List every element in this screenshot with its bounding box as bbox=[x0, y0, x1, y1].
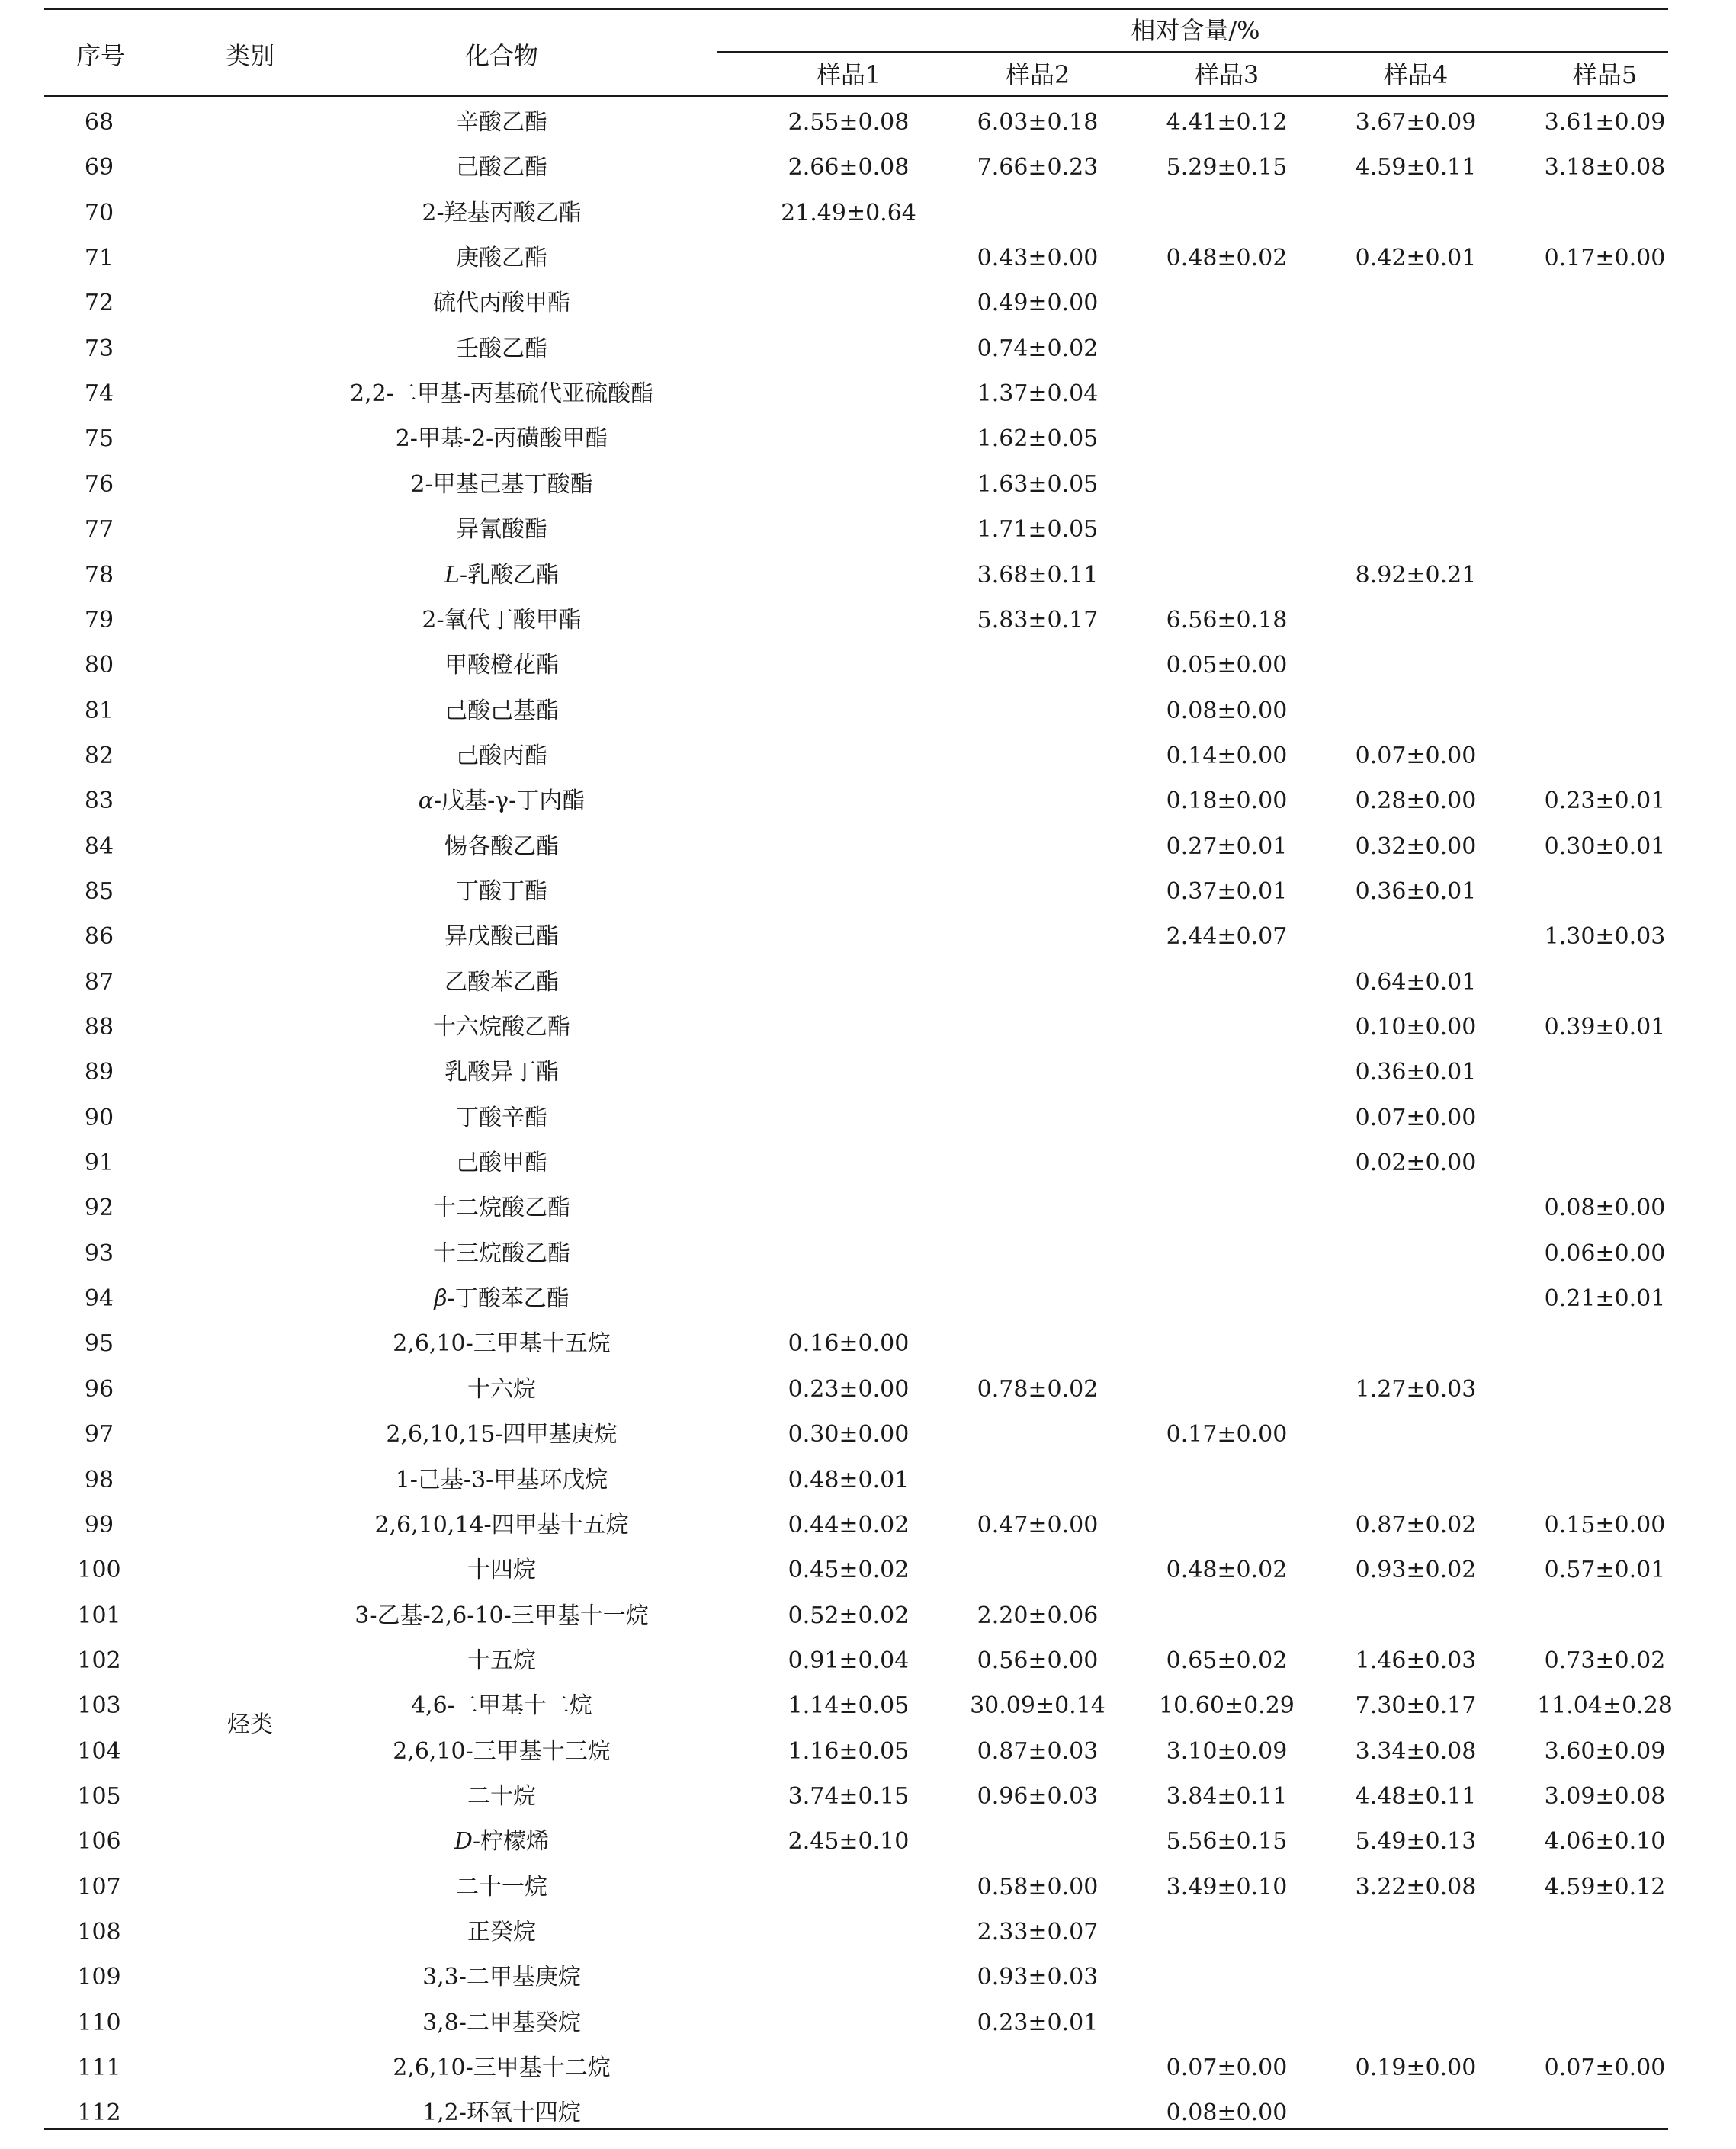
compound-name bbox=[349, 328, 654, 370]
sample-2-value: 0.96±0.03 bbox=[977, 1783, 1099, 1810]
compound-name-text: 十四烷 bbox=[467, 1557, 536, 1583]
compound-name-text: 3-乙基-2,6-10-三甲基十一烷 bbox=[355, 1602, 649, 1629]
row-number: 85 bbox=[84, 878, 114, 905]
sample-2-value: 1.63±0.05 bbox=[977, 471, 1099, 498]
row-number: 96 bbox=[84, 1376, 114, 1403]
sample-1-value: 2.45±0.10 bbox=[788, 1828, 910, 1855]
compound-name-text: 2-氧代丁酸甲酯 bbox=[422, 607, 582, 633]
compound-name bbox=[349, 1504, 654, 1547]
compound-name-text: 4,6-二甲基十二烷 bbox=[411, 1692, 592, 1719]
row-number: 100 bbox=[77, 1557, 121, 1583]
compound-name bbox=[349, 780, 654, 823]
compound-name bbox=[349, 1323, 654, 1365]
row-number: 93 bbox=[84, 1240, 114, 1267]
sample-2-value: 0.78±0.02 bbox=[977, 1376, 1099, 1403]
compound-name bbox=[349, 1595, 654, 1637]
sample-4-value: 0.19±0.00 bbox=[1355, 2054, 1477, 2081]
sample-1-value: 0.52±0.02 bbox=[788, 1602, 910, 1629]
sample-2-value: 1.71±0.05 bbox=[977, 516, 1099, 543]
sample-5-value: 0.39±0.01 bbox=[1544, 1014, 1666, 1041]
sample-2-value: 0.93±0.03 bbox=[977, 1964, 1099, 1990]
row-number: 107 bbox=[77, 1874, 121, 1900]
header-sample-4: 样品4 bbox=[1383, 60, 1449, 89]
sample-3-value: 0.48±0.02 bbox=[1166, 1557, 1288, 1583]
compound-name-text: 3,3-二甲基庚烷 bbox=[422, 1964, 581, 1990]
sample-3-value: 0.48±0.02 bbox=[1166, 245, 1288, 271]
compound-name-text: 2,6,10,15-四甲基庚烷 bbox=[386, 1421, 618, 1448]
sample-5-value: 0.08±0.00 bbox=[1544, 1195, 1666, 1221]
compound-name-text: 己酸乙酯 bbox=[456, 154, 547, 181]
sample-3-value: 0.18±0.00 bbox=[1166, 787, 1288, 814]
row-number: 83 bbox=[84, 787, 114, 814]
compound-name-text: 乙酸苯乙酯 bbox=[444, 969, 559, 996]
row-number: 109 bbox=[77, 1964, 121, 1990]
sample-1-value: 0.91±0.04 bbox=[788, 1647, 910, 1674]
row-number: 71 bbox=[84, 245, 114, 271]
sample-5-value: 4.06±0.10 bbox=[1544, 1828, 1666, 1855]
sample-2-value: 7.66±0.23 bbox=[977, 154, 1099, 181]
sample-1-value: 0.48±0.01 bbox=[788, 1467, 910, 1493]
compound-name-text: 己酸丙酯 bbox=[456, 743, 547, 769]
compound-name-text: 丁酸丁酯 bbox=[456, 878, 547, 905]
sample-1-value: 0.45±0.02 bbox=[788, 1557, 910, 1583]
sample-4-value: 7.30±0.17 bbox=[1355, 1692, 1477, 1719]
compound-name bbox=[349, 101, 654, 144]
row-number: 80 bbox=[84, 652, 114, 678]
row-number: 82 bbox=[84, 743, 114, 769]
header-relative-content: 相对含量/% bbox=[1131, 16, 1260, 45]
header-sample-2: 样品2 bbox=[1005, 60, 1070, 89]
compound-stereo-prefix: L bbox=[444, 562, 460, 589]
compound-name-text: 2,6,10-三甲基十五烷 bbox=[393, 1330, 611, 1357]
sample-5-value: 0.21±0.01 bbox=[1544, 1285, 1666, 1312]
sample-4-value: 4.59±0.11 bbox=[1355, 154, 1477, 181]
compound-stereo-prefix: D bbox=[454, 1828, 473, 1855]
compound-name bbox=[349, 1006, 654, 1049]
sample-3-value: 3.49±0.10 bbox=[1166, 1874, 1288, 1900]
sample-4-value: 0.32±0.00 bbox=[1355, 833, 1477, 860]
sample-2-value: 3.68±0.11 bbox=[977, 562, 1099, 589]
row-number: 87 bbox=[84, 969, 114, 996]
row-number: 99 bbox=[84, 1512, 114, 1538]
row-number: 104 bbox=[77, 1738, 121, 1765]
compound-name bbox=[349, 1051, 654, 1094]
compound-name-text: -丁酸苯乙酯 bbox=[447, 1285, 570, 1312]
sample-1-value: 1.16±0.05 bbox=[788, 1738, 910, 1765]
sample-4-value: 4.48±0.11 bbox=[1355, 1783, 1477, 1810]
compound-name bbox=[349, 418, 654, 460]
sample-1-value: 0.23±0.00 bbox=[788, 1376, 910, 1403]
compound-name-text: 2-甲基-2-丙磺酸甲酯 bbox=[395, 425, 608, 452]
sample-2-value: 5.83±0.17 bbox=[977, 607, 1099, 633]
row-number: 79 bbox=[84, 607, 114, 633]
row-number: 106 bbox=[77, 1828, 121, 1855]
row-number: 89 bbox=[84, 1059, 114, 1086]
row-number: 90 bbox=[84, 1105, 114, 1131]
row-number: 94 bbox=[84, 1285, 114, 1312]
sample-5-value: 0.30±0.01 bbox=[1544, 833, 1666, 860]
sample-3-value: 0.08±0.00 bbox=[1166, 2099, 1288, 2126]
compound-name-text: 2,6,10,14-四甲基十五烷 bbox=[374, 1512, 629, 1538]
row-number: 74 bbox=[84, 380, 114, 407]
sample-4-value: 0.36±0.01 bbox=[1355, 878, 1477, 905]
sample-4-value: 0.10±0.00 bbox=[1355, 1014, 1477, 1041]
compound-name bbox=[349, 1233, 654, 1275]
sample-3-value: 3.84±0.11 bbox=[1166, 1783, 1288, 1810]
row-number: 73 bbox=[84, 335, 114, 362]
sample-2-value: 0.49±0.00 bbox=[977, 290, 1099, 316]
row-number: 88 bbox=[84, 1014, 114, 1041]
sample-5-value: 4.59±0.12 bbox=[1544, 1874, 1666, 1900]
compound-name-text: 正癸烷 bbox=[467, 1919, 536, 1945]
sample-3-value: 0.08±0.00 bbox=[1166, 698, 1288, 724]
sample-2-value: 0.74±0.02 bbox=[977, 335, 1099, 362]
compound-name bbox=[349, 735, 654, 778]
sample-5-value: 0.73±0.02 bbox=[1544, 1647, 1666, 1674]
sample-3-value: 5.56±0.15 bbox=[1166, 1828, 1288, 1855]
compound-name bbox=[349, 146, 654, 189]
compound-name bbox=[349, 463, 654, 506]
sample-3-value: 0.27±0.01 bbox=[1166, 833, 1288, 860]
compound-name-text: 辛酸乙酯 bbox=[456, 109, 547, 136]
row-number: 81 bbox=[84, 698, 114, 724]
sample-4-value: 0.64±0.01 bbox=[1355, 969, 1477, 996]
row-number: 112 bbox=[77, 2099, 121, 2126]
sample-2-value: 0.58±0.00 bbox=[977, 1874, 1099, 1900]
row-number: 72 bbox=[84, 290, 114, 316]
sample-1-value: 2.55±0.08 bbox=[788, 109, 910, 136]
compound-name bbox=[349, 1685, 654, 1727]
compound-name-text: 1,2-环氧十四烷 bbox=[422, 2099, 581, 2126]
compound-name bbox=[349, 2002, 654, 2045]
sample-3-value: 2.44±0.07 bbox=[1166, 923, 1288, 950]
row-number: 91 bbox=[84, 1150, 114, 1176]
sample-5-value: 0.17±0.00 bbox=[1544, 245, 1666, 271]
sample-4-value: 8.92±0.21 bbox=[1355, 562, 1477, 589]
sample-3-value: 0.17±0.00 bbox=[1166, 1421, 1288, 1448]
bottom-rule bbox=[44, 2128, 1668, 2130]
sample-5-value: 0.15±0.00 bbox=[1544, 1512, 1666, 1538]
sample-3-value: 0.05±0.00 bbox=[1166, 652, 1288, 678]
compound-name bbox=[349, 2047, 654, 2090]
sample-2-value: 0.56±0.00 bbox=[977, 1647, 1099, 1674]
compound-name bbox=[349, 690, 654, 733]
sample-4-value: 0.93±0.02 bbox=[1355, 1557, 1477, 1583]
row-number: 110 bbox=[77, 2009, 121, 2036]
row-number: 70 bbox=[84, 200, 114, 226]
compound-name-text: 3,8-二甲基癸烷 bbox=[422, 2009, 581, 2036]
header-compound: 化合物 bbox=[464, 41, 538, 70]
sample-4-value: 0.42±0.01 bbox=[1355, 245, 1477, 271]
row-number: 76 bbox=[84, 471, 114, 498]
compound-name-text: 十五烷 bbox=[467, 1647, 536, 1674]
compound-name bbox=[349, 826, 654, 868]
compound-name bbox=[349, 1278, 654, 1320]
compound-name-text: 乳酸异丁酯 bbox=[444, 1059, 559, 1086]
header-sample-1: 样品1 bbox=[816, 60, 881, 89]
sample-3-value: 10.60±0.29 bbox=[1159, 1692, 1295, 1719]
sample-5-value: 1.30±0.03 bbox=[1544, 923, 1666, 950]
sample-4-value: 0.02±0.00 bbox=[1355, 1150, 1477, 1176]
sample-2-value: 1.62±0.05 bbox=[977, 425, 1099, 452]
compound-name bbox=[349, 871, 654, 913]
compound-name bbox=[349, 1730, 654, 1773]
sample-4-value: 0.36±0.01 bbox=[1355, 1059, 1477, 1086]
compound-name bbox=[349, 554, 654, 597]
sample-5-value: 3.18±0.08 bbox=[1544, 154, 1666, 181]
compound-name bbox=[349, 1549, 654, 1592]
compound-name bbox=[349, 1097, 654, 1140]
compound-name-text: 1-己基-3-甲基环戊烷 bbox=[395, 1467, 608, 1493]
sample-3-value: 3.10±0.09 bbox=[1166, 1738, 1288, 1765]
compound-name-text: 己酸己基酯 bbox=[444, 698, 559, 724]
compound-name-text: 甲酸橙花酯 bbox=[444, 652, 559, 678]
row-number: 69 bbox=[84, 154, 114, 181]
sample-3-value: 0.07±0.00 bbox=[1166, 2054, 1288, 2081]
sample-4-value: 0.07±0.00 bbox=[1355, 1105, 1477, 1131]
header-no: 序号 bbox=[76, 41, 126, 70]
sample-5-value: 3.60±0.09 bbox=[1544, 1738, 1666, 1765]
compound-name-text: 壬酸乙酯 bbox=[456, 335, 547, 362]
sample-2-value: 6.03±0.18 bbox=[977, 109, 1099, 136]
sample-3-value: 6.56±0.18 bbox=[1166, 607, 1288, 633]
compound-name bbox=[349, 1187, 654, 1230]
compound-name bbox=[349, 1640, 654, 1682]
row-number: 111 bbox=[77, 2054, 121, 2081]
compound-name-text: 异戊酸己酯 bbox=[444, 923, 559, 950]
compound-name bbox=[349, 1142, 654, 1185]
sample-4-value: 0.28±0.00 bbox=[1355, 787, 1477, 814]
sample-5-value: 3.09±0.08 bbox=[1544, 1783, 1666, 1810]
compound-name bbox=[349, 1413, 654, 1456]
sample-1-value: 2.66±0.08 bbox=[788, 154, 910, 181]
compound-name-text: -乳酸乙酯 bbox=[459, 562, 560, 589]
row-number: 68 bbox=[84, 109, 114, 136]
compound-name-text: 丁酸辛酯 bbox=[456, 1105, 547, 1131]
row-number: 97 bbox=[84, 1421, 114, 1448]
sample-4-value: 0.07±0.00 bbox=[1355, 743, 1477, 769]
compound-name bbox=[349, 1866, 654, 1909]
sample-2-value: 0.23±0.01 bbox=[977, 2009, 1099, 2036]
compound-name bbox=[349, 282, 654, 325]
row-number: 84 bbox=[84, 833, 114, 860]
compound-name-text: 己酸甲酯 bbox=[456, 1150, 547, 1176]
top-rule bbox=[44, 8, 1668, 10]
sample-1-value: 3.74±0.15 bbox=[788, 1783, 910, 1810]
sample-1-value: 0.44±0.02 bbox=[788, 1512, 910, 1538]
sample-2-value: 1.37±0.04 bbox=[977, 380, 1099, 407]
compound-name-text: 惕各酸乙酯 bbox=[444, 833, 559, 860]
compound-name-text: 硫代丙酸甲酯 bbox=[433, 290, 570, 316]
sample-1-value: 1.14±0.05 bbox=[788, 1692, 910, 1719]
compound-name-text: 2,6,10-三甲基十三烷 bbox=[393, 1738, 611, 1765]
compound-name bbox=[349, 508, 654, 551]
sample-2-value: 0.87±0.03 bbox=[977, 1738, 1099, 1765]
sample-3-value: 0.37±0.01 bbox=[1166, 878, 1288, 905]
sample-1-value: 0.16±0.00 bbox=[788, 1330, 910, 1357]
compound-name bbox=[349, 1368, 654, 1411]
row-number: 98 bbox=[84, 1467, 114, 1493]
sample-5-value: 0.06±0.00 bbox=[1544, 1240, 1666, 1267]
sample-2-value: 30.09±0.14 bbox=[970, 1692, 1105, 1719]
compound-stereo-prefix: α bbox=[418, 787, 434, 814]
sample-1-value: 21.49±0.64 bbox=[781, 200, 916, 226]
sample-5-value: 11.04±0.28 bbox=[1537, 1692, 1673, 1719]
sample-5-value: 0.23±0.01 bbox=[1544, 787, 1666, 814]
compound-name bbox=[349, 961, 654, 1004]
sample-5-value: 3.61±0.09 bbox=[1544, 109, 1666, 136]
sample-4-value: 1.27±0.03 bbox=[1355, 1376, 1477, 1403]
row-number: 101 bbox=[77, 1602, 121, 1629]
compound-name-text: 异氰酸酯 bbox=[456, 516, 547, 543]
compound-name bbox=[349, 192, 654, 235]
header-sample-5: 样品5 bbox=[1572, 60, 1638, 89]
sample-4-value: 3.22±0.08 bbox=[1355, 1874, 1477, 1900]
compound-name-text: 2,6,10-三甲基十二烷 bbox=[393, 2054, 611, 2081]
compound-name-text: 十六烷 bbox=[467, 1376, 536, 1403]
sample-3-value: 4.41±0.12 bbox=[1166, 109, 1288, 136]
compound-name bbox=[349, 373, 654, 415]
sample-5-value: 0.57±0.01 bbox=[1544, 1557, 1666, 1583]
row-number: 78 bbox=[84, 562, 114, 589]
row-number: 77 bbox=[84, 516, 114, 543]
compound-name-text: 十六烷酸乙酯 bbox=[433, 1014, 570, 1041]
sample-4-value: 5.49±0.13 bbox=[1355, 1828, 1477, 1855]
compound-name bbox=[349, 1911, 654, 1954]
sample-2-value: 2.33±0.07 bbox=[977, 1919, 1099, 1945]
compound-name-text: 2-甲基己基丁酸酯 bbox=[410, 471, 593, 498]
compound-name-text: 二十烷 bbox=[467, 1783, 536, 1810]
category-label-hydrocarbons: 烃类 bbox=[227, 1711, 273, 1738]
sample-4-value: 3.67±0.09 bbox=[1355, 109, 1477, 136]
sample-1-value: 0.30±0.00 bbox=[788, 1421, 910, 1448]
row-number: 92 bbox=[84, 1195, 114, 1221]
sample-2-value: 0.43±0.00 bbox=[977, 245, 1099, 271]
compound-name-text: 十二烷酸乙酯 bbox=[433, 1195, 570, 1221]
compound-name-text: -柠檬烯 bbox=[472, 1828, 550, 1855]
header-category: 类别 bbox=[225, 41, 274, 70]
compound-name bbox=[349, 1820, 654, 1863]
sample-3-value: 5.29±0.15 bbox=[1166, 154, 1288, 181]
compound-name bbox=[349, 1775, 654, 1818]
compound-name-text: -戊基-γ-丁内酯 bbox=[433, 787, 586, 814]
compound-name bbox=[349, 237, 654, 280]
row-number: 108 bbox=[77, 1919, 121, 1945]
sample-3-value: 0.65±0.02 bbox=[1166, 1647, 1288, 1674]
compound-name bbox=[349, 916, 654, 958]
row-number: 102 bbox=[77, 1647, 121, 1674]
header-sample-3: 样品3 bbox=[1194, 60, 1259, 89]
row-number: 86 bbox=[84, 923, 114, 950]
sample-5-value: 0.07±0.00 bbox=[1544, 2054, 1666, 2081]
sample-2-value: 0.47±0.00 bbox=[977, 1512, 1099, 1538]
sample-4-value: 0.87±0.02 bbox=[1355, 1512, 1477, 1538]
compound-name-text: 二十一烷 bbox=[456, 1874, 547, 1900]
compound-name-text: 2,2-二甲基-丙基硫代亚硫酸酯 bbox=[350, 380, 653, 407]
compound-name bbox=[349, 644, 654, 687]
compound-stereo-prefix: β bbox=[434, 1285, 448, 1312]
sample-2-value: 2.20±0.06 bbox=[977, 1602, 1099, 1629]
compound-name bbox=[349, 1459, 654, 1502]
sample-3-value: 0.14±0.00 bbox=[1166, 743, 1288, 769]
compound-name bbox=[349, 1956, 654, 1999]
row-number: 103 bbox=[77, 1692, 121, 1719]
sample-4-value: 3.34±0.08 bbox=[1355, 1738, 1477, 1765]
row-number: 75 bbox=[84, 425, 114, 452]
compound-name-text: 2-羟基丙酸乙酯 bbox=[422, 200, 582, 226]
compound-name-text: 十三烷酸乙酯 bbox=[433, 1240, 570, 1267]
compound-name-text: 庚酸乙酯 bbox=[456, 245, 547, 271]
row-number: 95 bbox=[84, 1330, 114, 1357]
row-number: 105 bbox=[77, 1783, 121, 1810]
sample-4-value: 1.46±0.03 bbox=[1355, 1647, 1477, 1674]
compound-name bbox=[349, 599, 654, 642]
